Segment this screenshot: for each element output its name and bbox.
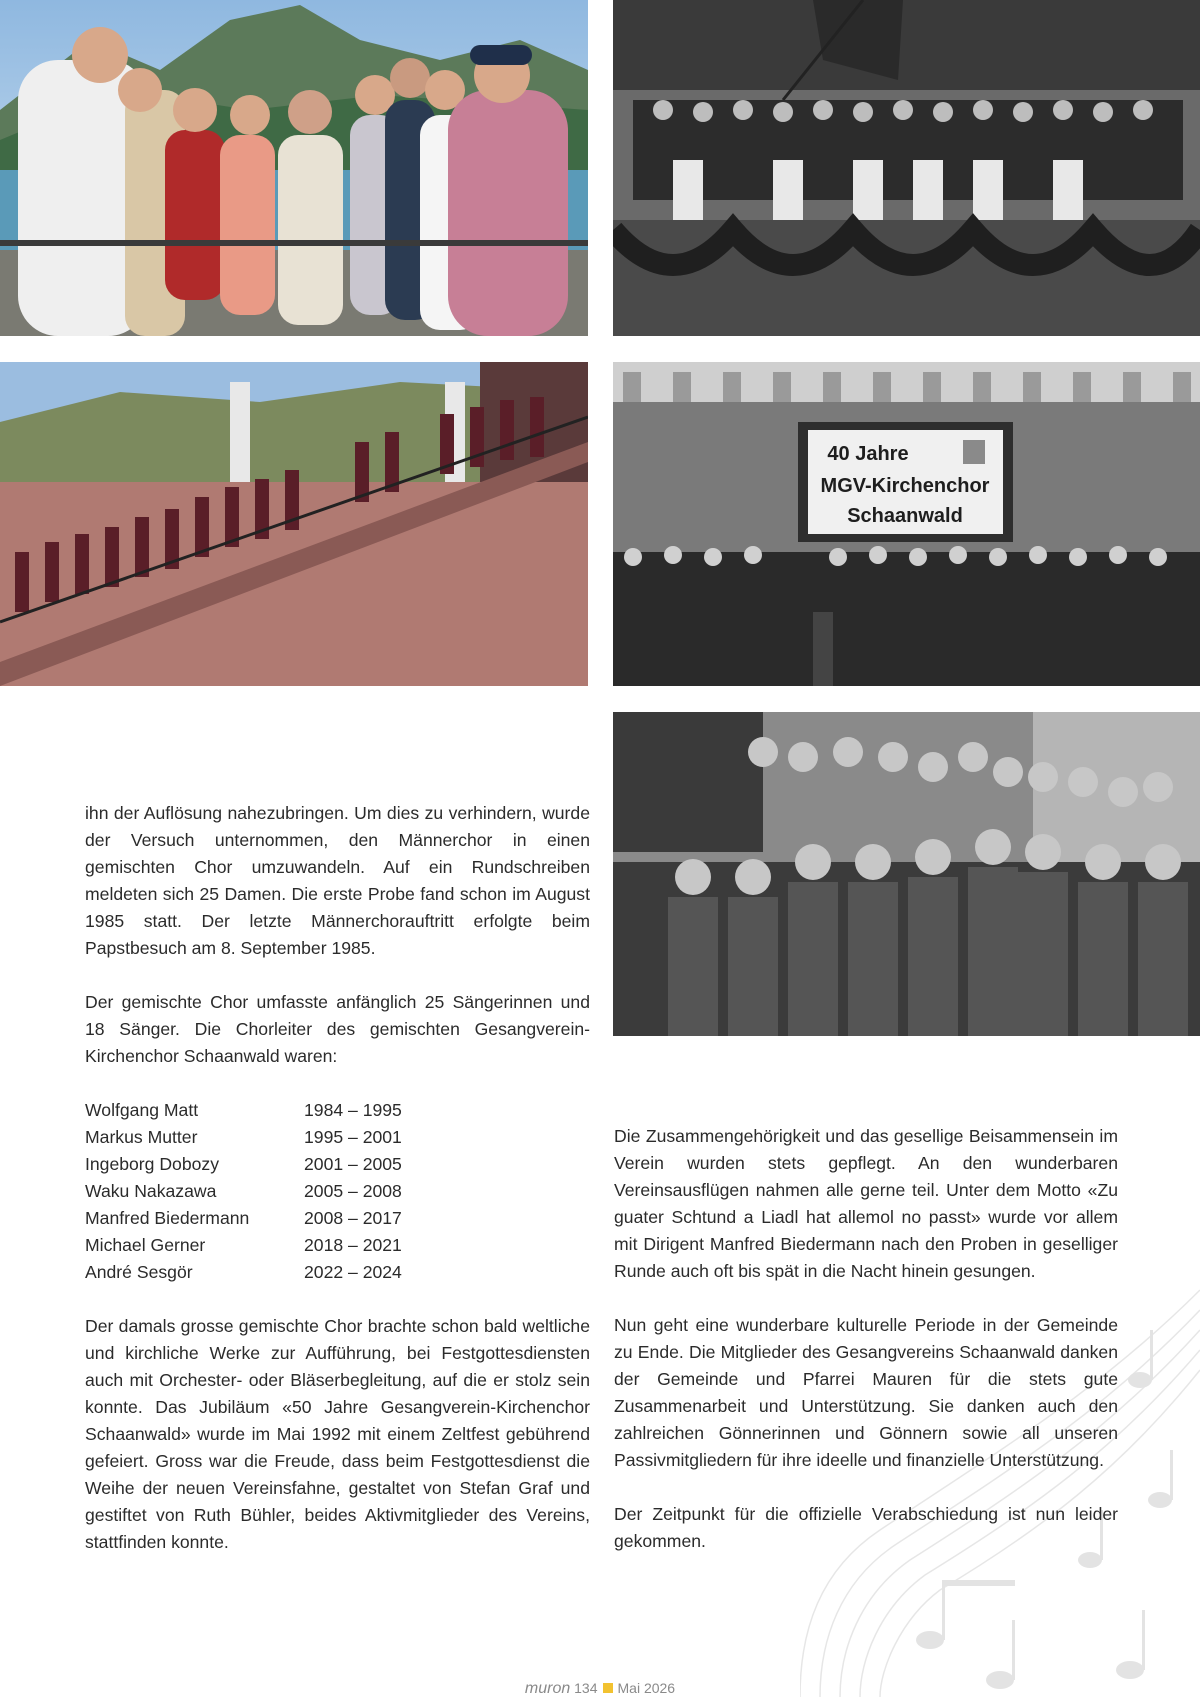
director-row bbox=[85, 1151, 590, 1178]
director-name: André Sesgör bbox=[85, 1262, 193, 1282]
footer-issue: 134 bbox=[574, 1680, 598, 1696]
director-name: Michael Gerner bbox=[85, 1235, 206, 1255]
historic-mens-choir-icon bbox=[613, 712, 1200, 1036]
director-name: Waku Nakazawa bbox=[85, 1181, 217, 1201]
director-row bbox=[85, 1097, 590, 1124]
director-years: 1984 – 1995 bbox=[304, 1100, 402, 1120]
director-row bbox=[85, 1124, 590, 1151]
left-paragraph-1: ihn der Auflösung nahezubringen. Um dies zu verhindern, wurde der Versuch unternommen, den Männerchor in einen gemischten Chor umzuwandeln. Auf ein Rundschreiben meldeten sich 25 Damen. Die erste Probe fand schon im August 1985 statt. Der letzte Männerchorauftritt erfolgte beim Papstbesuch am 8. September 1985. bbox=[85, 803, 590, 958]
director-row bbox=[85, 1259, 590, 1286]
director-name: Wolfgang Matt bbox=[85, 1100, 199, 1120]
footer-date: Mai 2026 bbox=[617, 1680, 676, 1696]
director-name: Ingeborg Dobozy bbox=[85, 1154, 219, 1174]
director-years: 2008 – 2017 bbox=[304, 1208, 402, 1228]
right-paragraph-1: Die Zusammengehörigkeit und das gesellige Beisammensein im Verein wurden stets gepflegt. An den wunderbaren Vereinsausflügen nahmen alle gerne teil. Unter dem Motto «Zu guater Schtund a Liadl hat allemol no passt» wurde vor allem mit Dirigent Manfred Biedermann nach den Proben in geselliger Runde auch oft bis spät in die Nacht hinein gesungen. bbox=[614, 1126, 1118, 1281]
group-photo-lake-icon bbox=[0, 0, 588, 336]
banner-line2: MGV-Kirchenchor bbox=[820, 475, 990, 497]
director-years: 2022 – 2024 bbox=[304, 1262, 402, 1282]
banner-line3: Schaanwald bbox=[847, 505, 963, 527]
director-name: Markus Mutter bbox=[85, 1127, 198, 1147]
director-row bbox=[85, 1232, 590, 1259]
historic-choir-flag-icon bbox=[613, 0, 1200, 336]
left-column bbox=[85, 800, 590, 1583]
footer-brand: muron bbox=[524, 1680, 571, 1697]
right-paragraph-2: Nun geht eine wunderbare kulturelle Periode in der Gemeinde zu Ende. Die Mitglieder des Gesangvereins Schaanwald danken der Gemeinde und Pfarrei Mauren für die stets gute Zusammenarbeit und Unterstützung. Sie danken auch den zahlreichen Gönnerinnen und Gönnern sowie all unseren Passivmitgliedern für ihre ideelle und finanzielle Unterstützung. bbox=[614, 1315, 1118, 1470]
director-years: 2018 – 2021 bbox=[304, 1235, 402, 1255]
left-paragraph-2: Der gemischte Chor umfasste anfänglich 25 Sängerinnen und 18 Sänger. Die Chorleiter des gemischten Gesangverein-Kirchenchor Schaanwald waren: bbox=[85, 992, 590, 1066]
director-row bbox=[85, 1178, 590, 1205]
choir-on-stairs-icon bbox=[0, 362, 588, 686]
right-column bbox=[614, 1123, 1118, 1582]
banner-line1: 40 Jahre bbox=[827, 443, 909, 465]
director-row bbox=[85, 1205, 590, 1232]
right-paragraph-3: Der Zeitpunkt für die offizielle Verabschiedung ist nun leider gekommen. bbox=[614, 1504, 1118, 1551]
left-paragraph-3: Der damals grosse gemischte Chor brachte schon bald weltliche und kirchliche Werke zur Aufführung, bei Festgottesdiensten auch mit Orchester- oder Bläserbegleitung, auf die er stolz sein konnte. Das Jubiläum «50 Jahre Gesangverein-Kirchenchor Schaanwald» wurde im Mai 1992 mit einem Zeltfest gebührend gefeiert. Gross war die Freude, dass beim Festgottesdienst die Weihe der neuen Vereinsfahne, gestaltet von Stefan Graf und gestiftet von Ruth Bühler, beides Aktivmitglieder des Vereins, stattfinden konnte. bbox=[85, 1316, 590, 1552]
director-name: Manfred Biedermann bbox=[85, 1208, 250, 1228]
director-years: 2005 – 2008 bbox=[304, 1181, 402, 1201]
footer-square-icon bbox=[603, 1683, 613, 1693]
director-years: 1995 – 2001 bbox=[304, 1127, 402, 1147]
choir-performance-banner-icon bbox=[613, 362, 1200, 686]
page-footer bbox=[0, 1680, 1200, 1698]
director-years: 2001 – 2005 bbox=[304, 1154, 402, 1174]
directors-table bbox=[85, 1097, 590, 1286]
